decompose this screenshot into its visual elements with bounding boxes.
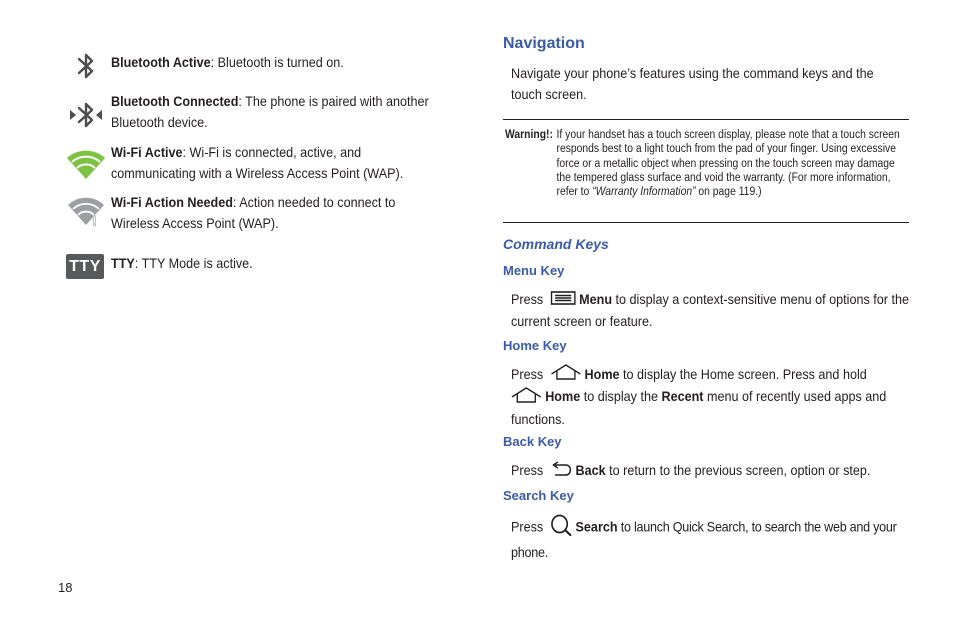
- command-keys-heading: Command Keys: [503, 236, 609, 252]
- wifi-action-needed-icon: [66, 194, 106, 228]
- warning-top-rule: [503, 119, 909, 120]
- status-desc: : TTY Mode is active.: [134, 255, 253, 271]
- home-icon: [550, 364, 581, 386]
- recent-key-label: Recent: [661, 388, 704, 405]
- warning-label: Warning!:: [505, 129, 553, 141]
- menu-icon: [550, 290, 575, 311]
- back-key-description: [511, 460, 912, 482]
- press-label: Press: [511, 291, 544, 307]
- page-number: 18: [58, 580, 73, 595]
- menu-key-heading: Menu Key: [503, 263, 565, 278]
- bluetooth-icon: [66, 50, 106, 82]
- tty-icon-label: TTY: [69, 257, 101, 275]
- home-key-description: [511, 364, 912, 430]
- home-icon: [511, 387, 542, 409]
- warning-text: If your handset has a touch screen display, please note that a touch screen responds best to a light touch from the pad of your finger. Using excessive force or a metallic object when pressing on the touch screen may damage the tempered glass surface and void the warranty. (For more information, refer to: [556, 129, 900, 199]
- home-key-heading: Home Key: [503, 338, 567, 353]
- search-key-label: Search: [575, 518, 618, 535]
- status-term: Bluetooth Connected: [111, 93, 239, 109]
- status-desc: : Wi-Fi is connected, active, and communicating with a Wireless Access Point (WAP).: [111, 144, 404, 181]
- menu-key-label: Menu: [579, 291, 613, 307]
- warning-body: [557, 128, 907, 199]
- svg-text:!: !: [92, 213, 97, 227]
- warning-suffix: on page 119.): [695, 186, 762, 199]
- tty-icon: [66, 254, 104, 279]
- home-key-label: Home: [584, 366, 620, 382]
- status-item-wifi-action-needed: [111, 192, 444, 234]
- status-term: TTY: [111, 255, 135, 271]
- press-label: Press: [511, 462, 544, 478]
- status-term: Wi-Fi Action Needed: [111, 194, 233, 210]
- search-key-heading: Search Key: [503, 488, 574, 503]
- back-key-heading: Back Key: [503, 434, 562, 449]
- warning-bottom-rule: [503, 222, 909, 223]
- status-desc: : Bluetooth is turned on.: [210, 54, 344, 70]
- back-key-text: to return to the previous screen, option or step.: [605, 462, 871, 478]
- menu-key-description: [511, 289, 912, 332]
- home-key-text: to display the: [580, 388, 662, 405]
- status-item-tty: [111, 253, 444, 274]
- home-key-text: menu of recently used apps and functions.: [511, 388, 887, 427]
- status-item-bluetooth-active: [111, 52, 444, 73]
- home-key-text: to display the Home screen. Press and hold: [619, 366, 867, 382]
- menu-key-text: to display a context-sensitive menu of options for the current screen or feature.: [511, 291, 909, 329]
- press-label: Press: [511, 366, 544, 382]
- status-desc: : Action needed to connect to Wireless Access Point (WAP).: [111, 194, 396, 231]
- navigation-intro: Navigate your phone’s features using the command keys and the touch screen.: [511, 65, 874, 102]
- status-item-wifi-active: [111, 142, 444, 184]
- status-item-bluetooth-connected: [111, 91, 444, 133]
- navigation-heading: Navigation: [503, 35, 585, 52]
- back-icon: [550, 460, 572, 482]
- status-term: Bluetooth Active: [111, 54, 211, 70]
- home-key-label: Home: [545, 388, 581, 405]
- status-desc: : The phone is paired with another Bluetooth device.: [111, 93, 429, 130]
- warning-reference: “Warranty Information”: [592, 186, 696, 199]
- back-key-label: Back: [575, 462, 606, 478]
- press-label: Press: [511, 518, 544, 535]
- search-key-text: to launch Quick Search, to search the web and your phone.: [511, 518, 897, 560]
- warning-box: [505, 128, 909, 199]
- search-icon: [550, 514, 572, 542]
- status-term: Wi-Fi Active: [111, 144, 183, 160]
- search-key-description: [511, 514, 912, 563]
- wifi-active-icon: [66, 146, 106, 182]
- bluetooth-connected-icon: [66, 97, 106, 133]
